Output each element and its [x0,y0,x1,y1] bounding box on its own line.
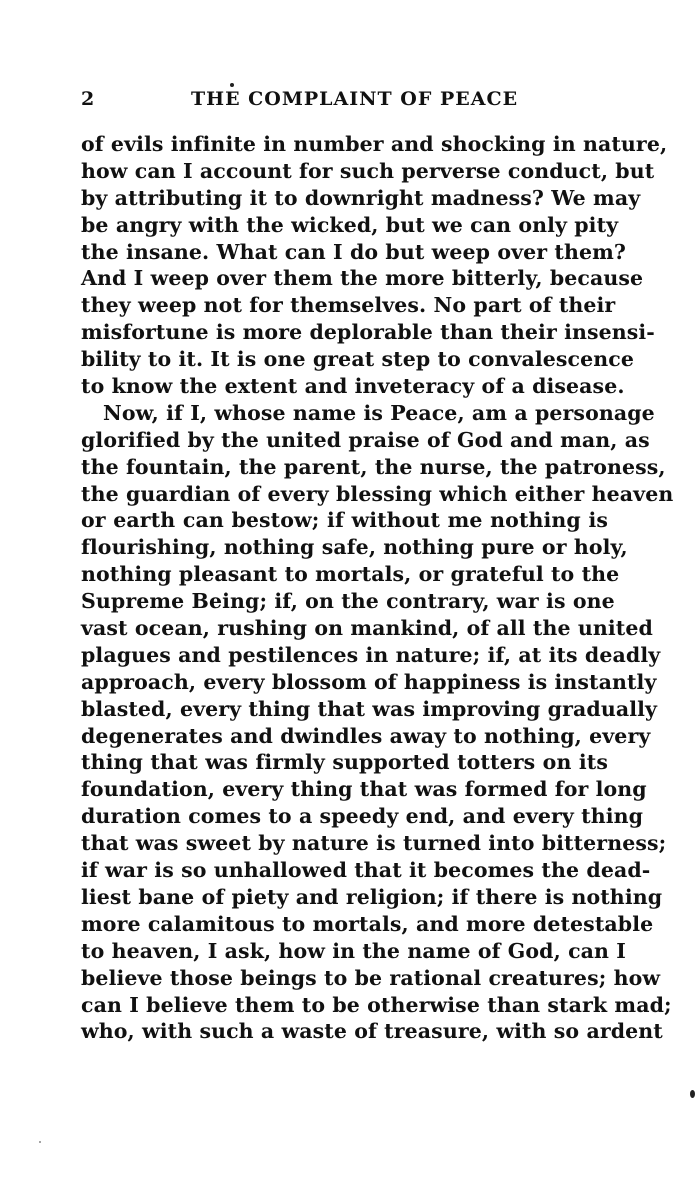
text-line: the insane. What can I do but weep over them? [81,239,627,264]
text-line: degenerates and dwindles away to nothing, every [81,723,651,748]
page-number: 2 [81,88,95,110]
text-line: to heaven, I ask, how in the name of God, can I [81,938,626,963]
text-line: approach, every blossom of happiness is instantly [81,669,657,694]
text-line: of evils infinite in number and shocking in nature, [81,132,668,156]
text-line: And I weep over them the more bitterly, because [81,266,644,291]
text-line: misfortune is more deplorable than their insensi- [81,320,655,345]
text-line: more calamitous to mortals, and more detestable [81,911,654,936]
running-head [81,88,611,116]
text-line: blasted, every thing that was improving gradually [81,696,658,721]
text-line: duration comes to a speedy end, and every thing [81,804,644,829]
text-line: to know the extent and inveteracy of a disease. [81,374,625,399]
text-line: liest bane of piety and religion; if there is nothing [81,884,663,909]
text-line: foundation, every thing that was formed for long [81,777,647,802]
text-line: who, with such a waste of treasure, with so ardent [81,1019,663,1044]
text-line: flourishing, nothing safe, nothing pure or holy, [81,535,628,560]
text-line: glorified by the united praise of God and man, as [81,427,650,452]
text-line: Supreme Being; if, on the contrary, war is one [81,589,615,614]
text-line: bility to it. It is one great step to convalescence [81,347,634,372]
text-line: vast ocean, rushing on mankind, of all the united [81,616,653,641]
print-speck [230,83,234,87]
text-line: they weep not for themselves. No part of their [81,293,616,318]
body-text [81,131,674,1045]
print-speck [690,1090,695,1098]
text-line: how can I account for such perverse conduct, but [81,158,655,183]
paragraph-first-line: Now, if I, whose name is Peace, am a personage [103,400,655,425]
text-line: that was sweet by nature is turned into bitterness; [81,831,667,856]
text-line: can I believe them to be otherwise than stark mad; [81,992,672,1017]
text-line: by attributing it to downright madness? We may [81,185,641,210]
text-line: or earth can bestow; if without me nothing is [81,508,608,533]
text-line: thing that was firmly supported totters on its [81,750,608,775]
text-line: the fountain, the parent, the nurse, the patroness, [81,454,666,479]
text-line: nothing pleasant to mortals, or grateful to the [81,562,620,587]
text-line: the guardian of every blessing which either heaven [81,481,674,506]
running-title: THE COMPLAINT OF PEACE [191,88,519,110]
text-line: plagues and pestilences in nature; if, at its deadly [81,642,661,667]
text-line: if war is so unhallowed that it becomes the dead- [81,858,651,883]
text-line: believe those beings to be rational creatures; how [81,965,661,990]
text-line: be angry with the wicked, but we can only pity [81,212,619,237]
print-speck [39,1141,41,1143]
